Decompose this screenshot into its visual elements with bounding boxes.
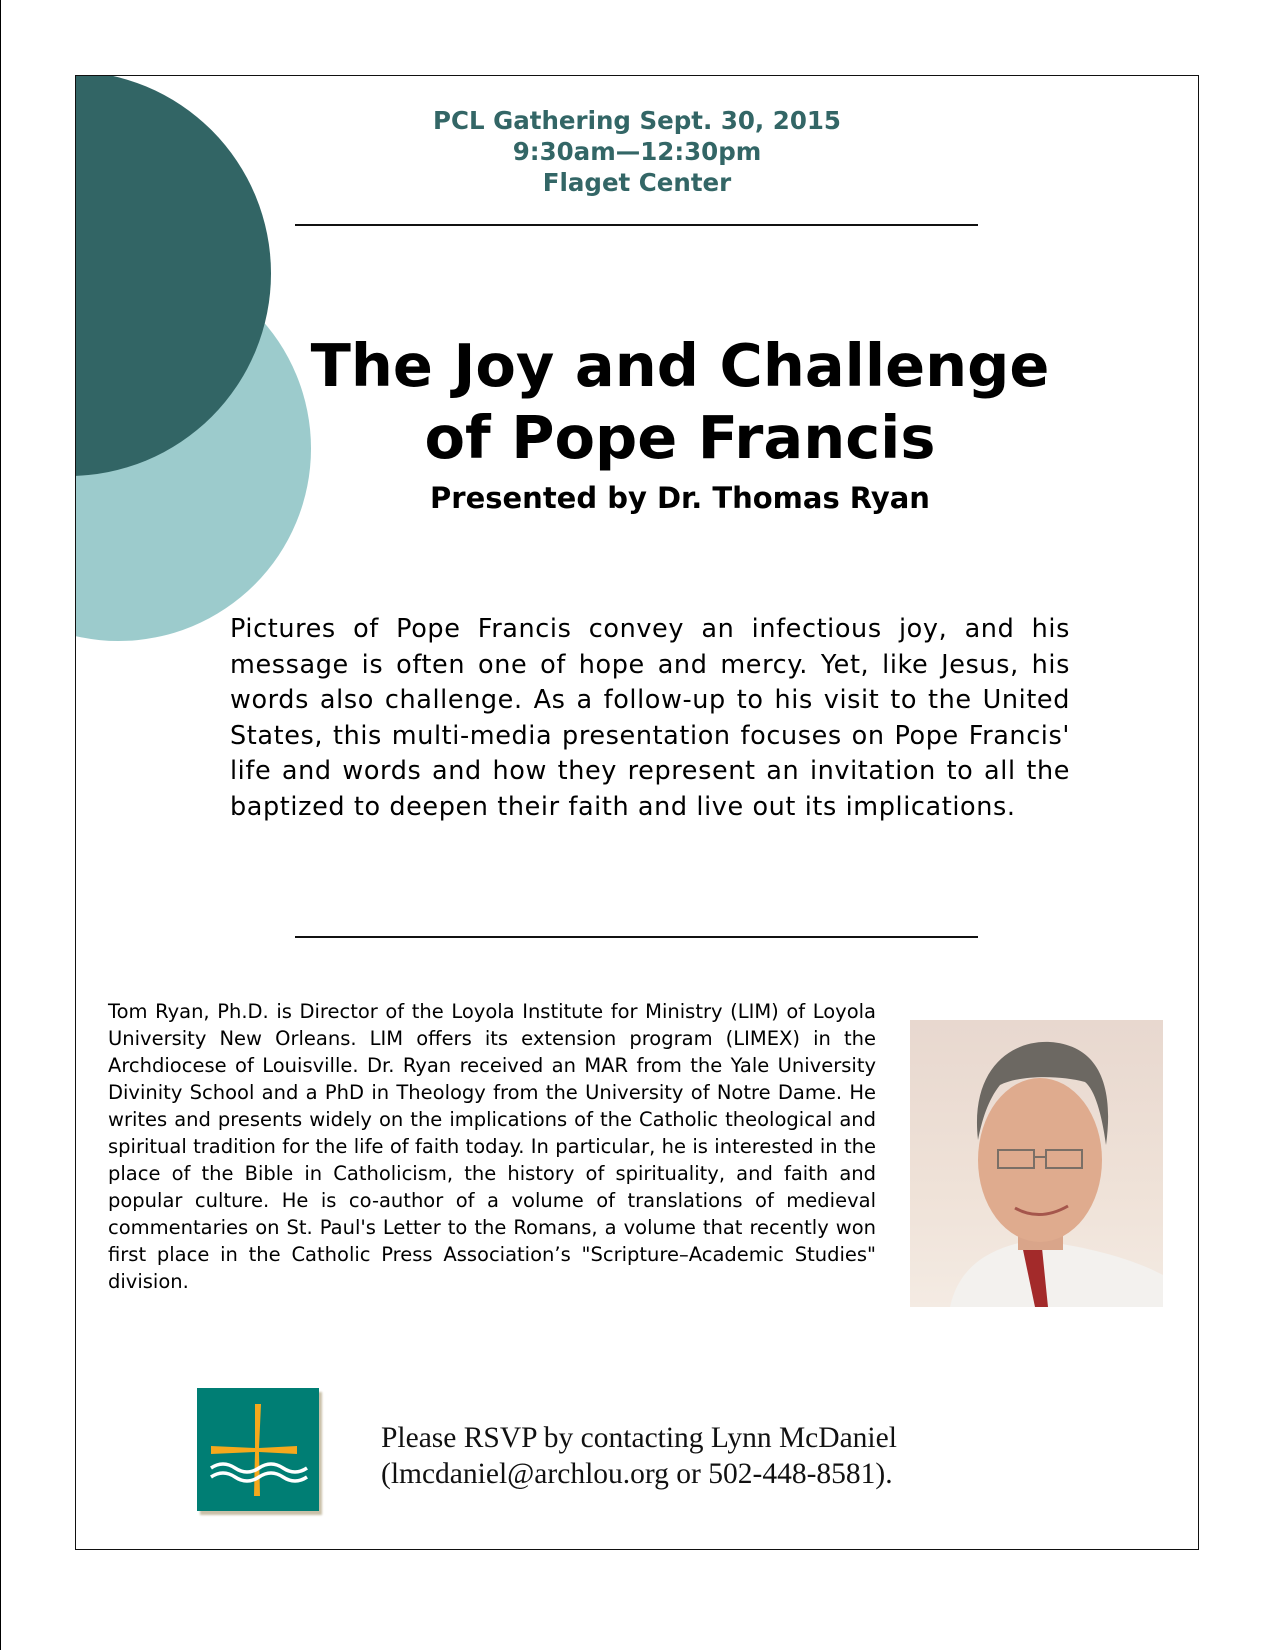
event-time: 9:30am—12:30pm — [512, 137, 762, 166]
divider-bottom — [295, 936, 978, 938]
event-header — [75, 105, 1199, 198]
event-title — [255, 330, 1105, 474]
cross-over-water-icon — [197, 1388, 319, 1511]
title-line-2: of Pope Francis — [424, 403, 936, 472]
rsvp-line-1: Please RSVP by contacting Lynn McDaniel — [381, 1422, 897, 1454]
page-edge — [0, 0, 1, 1650]
title-line-1: The Joy and Challenge — [310, 331, 1050, 400]
archdiocese-logo — [197, 1388, 319, 1511]
event-date: PCL Gathering Sept. 30, 2015 — [433, 106, 841, 135]
speaker-bio: Tom Ryan, Ph.D. is Director of the Loyola Institute for Ministry (LIM) of Loyola University New Orleans. LIM offers its extension program (LIMEX) in the Archdiocese of Louisville. Dr. Ryan received an MAR from the Yale University Divinity School and a PhD in Theology from the University of Notre Dame. He writes and presents widely on the implications of the Catholic theological and spiritual tradition for the life of faith today. In particular, he is interested in the place of the Bible in Catholicism, the history of spirituality, and faith and popular culture. He is co-author of a volume of translations of medieval commentaries on St. Paul's Letter to the Romans, a volume that recently won first place in the Catholic Press Association’s "Scripture–Academic Studies" division. — [108, 1000, 876, 1293]
presenter-subtitle: Presented by Dr. Thomas Ryan — [430, 481, 930, 515]
event-description: Pictures of Pope Francis convey an infectious joy, and his message is often one of hope and mercy. Yet, like Jesus, his words also challenge. As a follow-up to his visit to the United States, this multi-media presentation focuses on Pope Francis' life and words and how they represent an invitation to all the baptized to deepen their faith and live out its implications. — [230, 614, 1070, 822]
event-location: Flaget Center — [542, 168, 732, 197]
rsvp-info — [381, 1420, 897, 1492]
divider-top — [295, 224, 978, 226]
rsvp-contact: (lmcdaniel@archlou.org or 502-448-8581). — [381, 1458, 893, 1490]
speaker-photo — [910, 1020, 1163, 1307]
portrait-illustration — [910, 1020, 1163, 1307]
